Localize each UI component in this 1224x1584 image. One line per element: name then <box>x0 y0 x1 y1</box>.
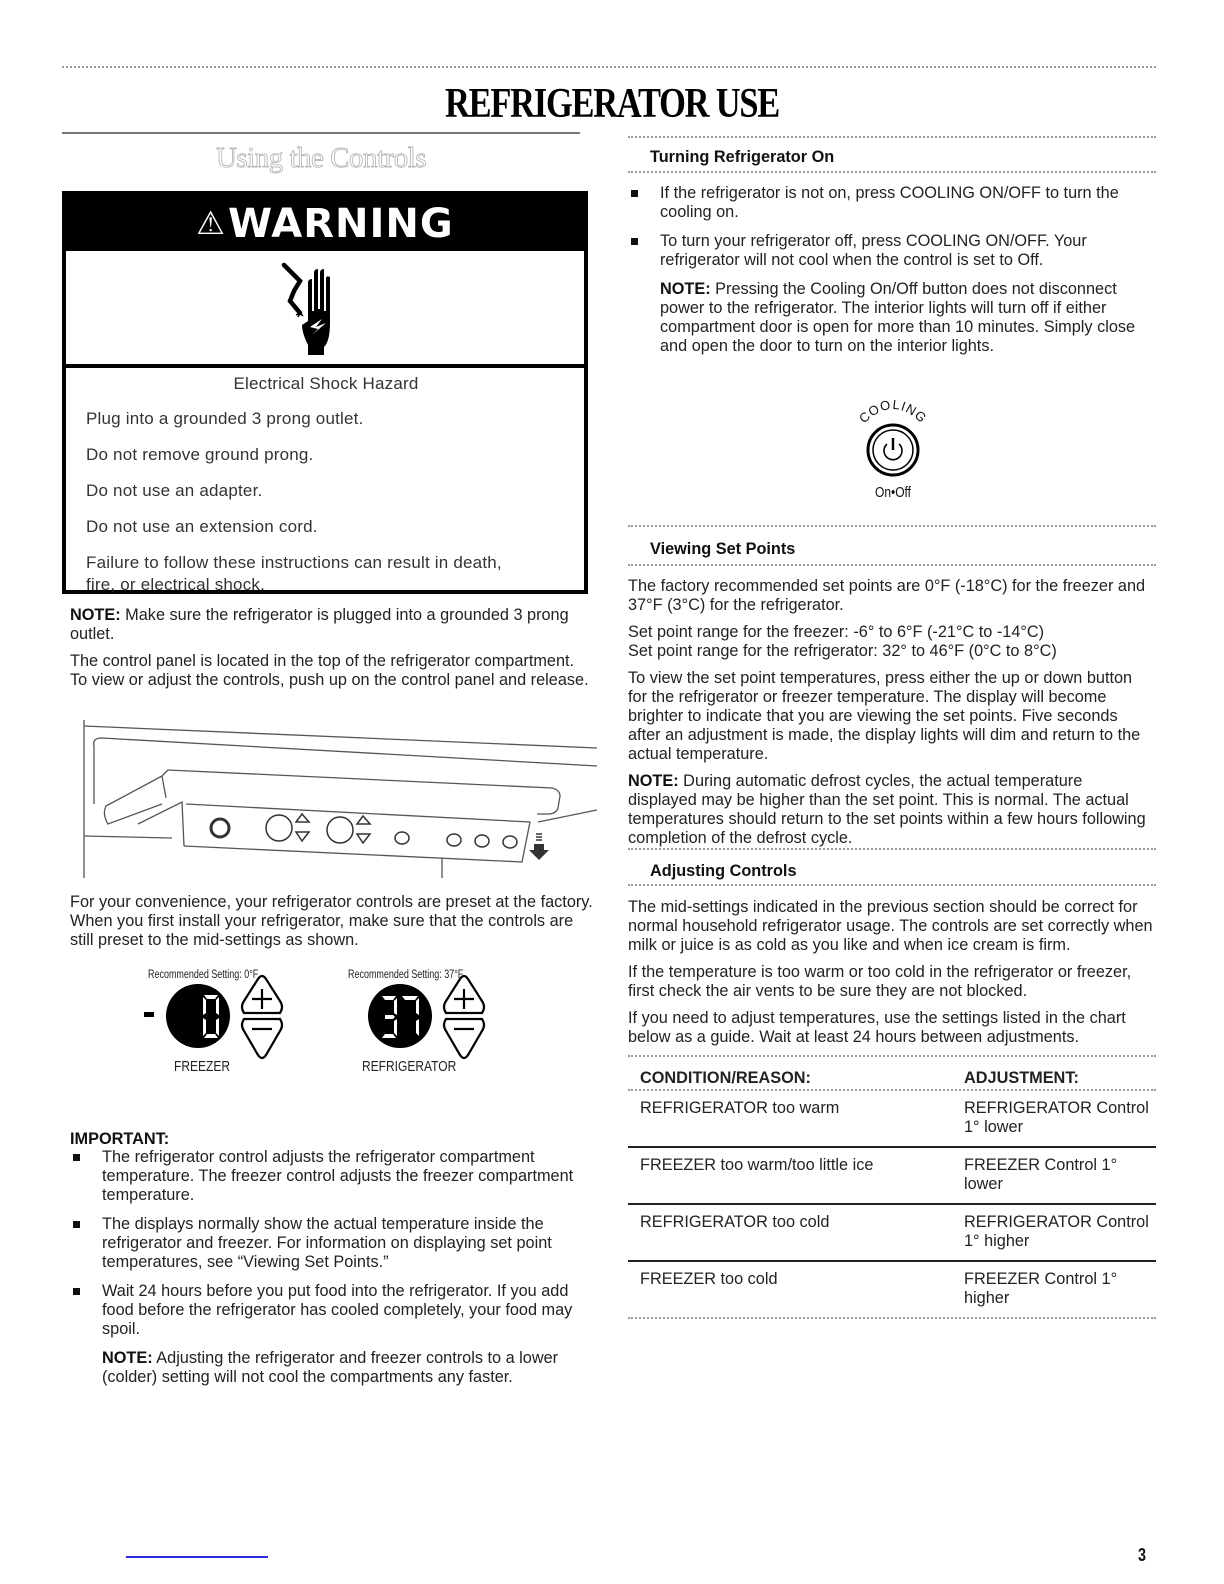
adjustment-cell: FREEZER Control 1° lower <box>964 1156 1118 1193</box>
hazard-title: Electrical Shock Hazard <box>233 374 419 393</box>
note-text: Adjusting the refrigerator and freezer controls to a lower (colder) setting will not cool the compartments any faster. <box>102 1349 559 1386</box>
controls-figure <box>130 955 550 1125</box>
refrigerator-minus-button <box>444 1019 484 1058</box>
refrigerator-display <box>368 984 432 1048</box>
hazard-line: Failure to follow these instructions can result in death, fire, or electrical shock. <box>86 553 502 594</box>
table-row <box>628 1148 1156 1205</box>
table-row <box>628 1262 1156 1319</box>
adjusting-controls-text <box>628 898 1153 1055</box>
note-label: NOTE: <box>70 606 121 624</box>
convenience-text: For your convenience, your refrigerator controls are preset at the factory. When you first install your refrigerator, make sure that the controls are still preset to the mid-settings as shown. <box>70 893 593 949</box>
mid-settings-text: The mid-settings indicated in the previous section should be correct for normal household refrigerator usage. The controls are set correctly when milk or juice is as cold as you like and when ice cream is firm. <box>628 898 1153 954</box>
list-item: The refrigerator control adjusts the refrigerator compartment temperature. The freezer control adjusts the freezer compartment temperature. <box>70 1148 595 1205</box>
hazard-line: Do not use an adapter. <box>86 481 263 500</box>
warning-triangle-icon: ⚠ <box>196 204 226 242</box>
note-label: NOTE: <box>102 1349 153 1367</box>
warning-header <box>66 195 584 251</box>
divider <box>628 136 1156 138</box>
top-dotted-rule <box>62 66 1156 68</box>
on-off-label: On•Off <box>875 484 911 501</box>
freezer-minus-button <box>242 1019 282 1058</box>
note-label: NOTE: <box>628 772 679 790</box>
cooling-label: COOLING <box>855 396 931 426</box>
condition-cell: FREEZER too warm/too little ice <box>640 1156 874 1174</box>
adjustment-cell: FREEZER Control 1° higher <box>964 1270 1118 1307</box>
warning-icon-area <box>66 251 584 368</box>
important-title: IMPORTANT: <box>70 1130 170 1148</box>
freezer-display <box>166 984 230 1048</box>
hazard-line: Do not remove ground prong. <box>86 445 314 464</box>
note-text: Pressing the Cooling On/Off button does not disconnect power to the refrigerator. The interior lights will turn off if either compartment door is open for more than 10 minutes. Simply close and open the door to turn on the interior lights. <box>660 280 1136 355</box>
control-panel-illustration <box>82 718 597 878</box>
list-item: Wait 24 hours before you put food into the refrigerator. If you add food before the refrigerator has cooled completely, your food may spoil. <box>70 1282 595 1339</box>
push-up-arrow-icon <box>529 844 549 860</box>
factory-set-points: The factory recommended set points are 0°F (-18°C) for the freezer and 37°F (3°C) for the refrigerator. <box>628 577 1146 614</box>
cooling-on-off-button[interactable] <box>848 392 938 512</box>
note-label: NOTE: <box>660 280 711 298</box>
freezer-plus-button <box>242 976 282 1013</box>
left-notes <box>70 606 590 698</box>
power-icon <box>884 438 902 460</box>
condition-cell: FREEZER too cold <box>640 1270 778 1288</box>
divider <box>628 525 1156 527</box>
control-panel-location-text: The control panel is located in the top of the refrigerator compartment. To view or adjust the controls, push up on the control panel and release. <box>70 652 589 689</box>
freezer-recommended-setting: Recommended Setting: 0°F <box>148 969 259 981</box>
adjusting-controls-heading: Adjusting Controls <box>650 862 797 880</box>
table-row <box>628 1205 1156 1262</box>
warning-body <box>66 368 584 596</box>
note-text: Make sure the refrigerator is plugged into a grounded 3 prong outlet. <box>70 606 569 643</box>
page-title: REFRIGERATOR USE <box>444 81 780 127</box>
warning-header-label: WARNING <box>227 201 454 247</box>
table-row <box>628 1091 1156 1148</box>
table-header <box>628 1063 1156 1091</box>
defrost-note <box>628 772 1153 848</box>
air-vents-text: If the temperature is too warm or too cold in the refrigerator or freezer, first check the air vents to be sure they are not blocked. <box>628 963 1132 1000</box>
electrical-shock-hand-icon <box>278 261 358 357</box>
condition-cell: REFRIGERATOR too cold <box>640 1213 830 1231</box>
footer-link-underline[interactable] <box>126 1556 268 1558</box>
plug-note <box>70 606 590 644</box>
divider <box>628 171 1156 173</box>
note-text: During automatic defrost cycles, the actual temperature displayed may be higher than the set point. This is normal. The actual temperatures should return to the set points within a few hours following completion of the defrost cycle. <box>628 772 1146 847</box>
list-item: To turn your refrigerator off, press COOLING ON/OFF. Your refrigerator will not cool when the control is set to Off. <box>628 232 1153 270</box>
adjustment-cell: REFRIGERATOR Control 1° higher <box>964 1213 1149 1250</box>
turning-on-bullets <box>628 184 1153 356</box>
refrigerator-label: REFRIGERATOR <box>362 1058 457 1075</box>
list-item: The displays normally show the actual temperature inside the refrigerator and freezer. For information on displaying set point temperatures, see “Viewing Set Points.” <box>70 1215 595 1272</box>
turning-on-heading: Turning Refrigerator On <box>650 148 835 166</box>
cooling-note <box>628 280 1153 356</box>
adjustment-cell: REFRIGERATOR Control 1° lower <box>964 1099 1149 1136</box>
view-instructions: To view the set point temperatures, press either the up or down button for the refrigerator or freezer temperature. The display will become brighter to indicate that you are viewing the set points. Five seconds after an adjustment is made, the display lights will dim and return to the actual temperature. <box>628 669 1141 763</box>
important-bullets <box>70 1148 595 1387</box>
condition-cell: REFRIGERATOR too warm <box>640 1099 840 1117</box>
adjust-guide-text: If you need to adjust temperatures, use the settings listed in the chart below as a guide. Wait at least 24 hours between adjustments. <box>628 1009 1126 1046</box>
hazard-line: Do not use an extension cord. <box>86 517 318 536</box>
list-item: If the refrigerator is not on, press COOLING ON/OFF to turn the cooling on. <box>628 184 1153 222</box>
refrigerator-plus-button <box>444 976 484 1013</box>
page-number: 3 <box>1138 1545 1147 1565</box>
divider <box>628 564 1156 566</box>
refrigerator-recommended-setting: Recommended Setting: 37°F <box>348 969 464 981</box>
column-header-adjustment: ADJUSTMENT: <box>964 1069 1079 1087</box>
divider <box>628 1055 1156 1057</box>
warning-box <box>62 191 588 594</box>
hazard-line: Plug into a grounded 3 prong outlet. <box>86 409 364 428</box>
viewing-set-points-text <box>628 577 1153 856</box>
faster-note <box>70 1349 595 1387</box>
adjustment-table <box>628 1063 1156 1319</box>
divider <box>628 848 1156 850</box>
viewing-set-points-heading: Viewing Set Points <box>650 540 796 558</box>
freezer-label: FREEZER <box>174 1058 231 1075</box>
refrigerator-range: Set point range for the refrigerator: 32° to 46°F (0°C to 8°C) <box>628 642 1057 660</box>
left-column-rule <box>62 132 580 134</box>
divider <box>628 884 1156 886</box>
section-title: Using the Controls <box>215 142 427 174</box>
freezer-range: Set point range for the freezer: -6° to 6°F (-21°C to -14°C) <box>628 623 1045 641</box>
svg-text:COOLING <box>856 397 930 426</box>
column-header-condition: CONDITION/REASON: <box>640 1069 811 1087</box>
